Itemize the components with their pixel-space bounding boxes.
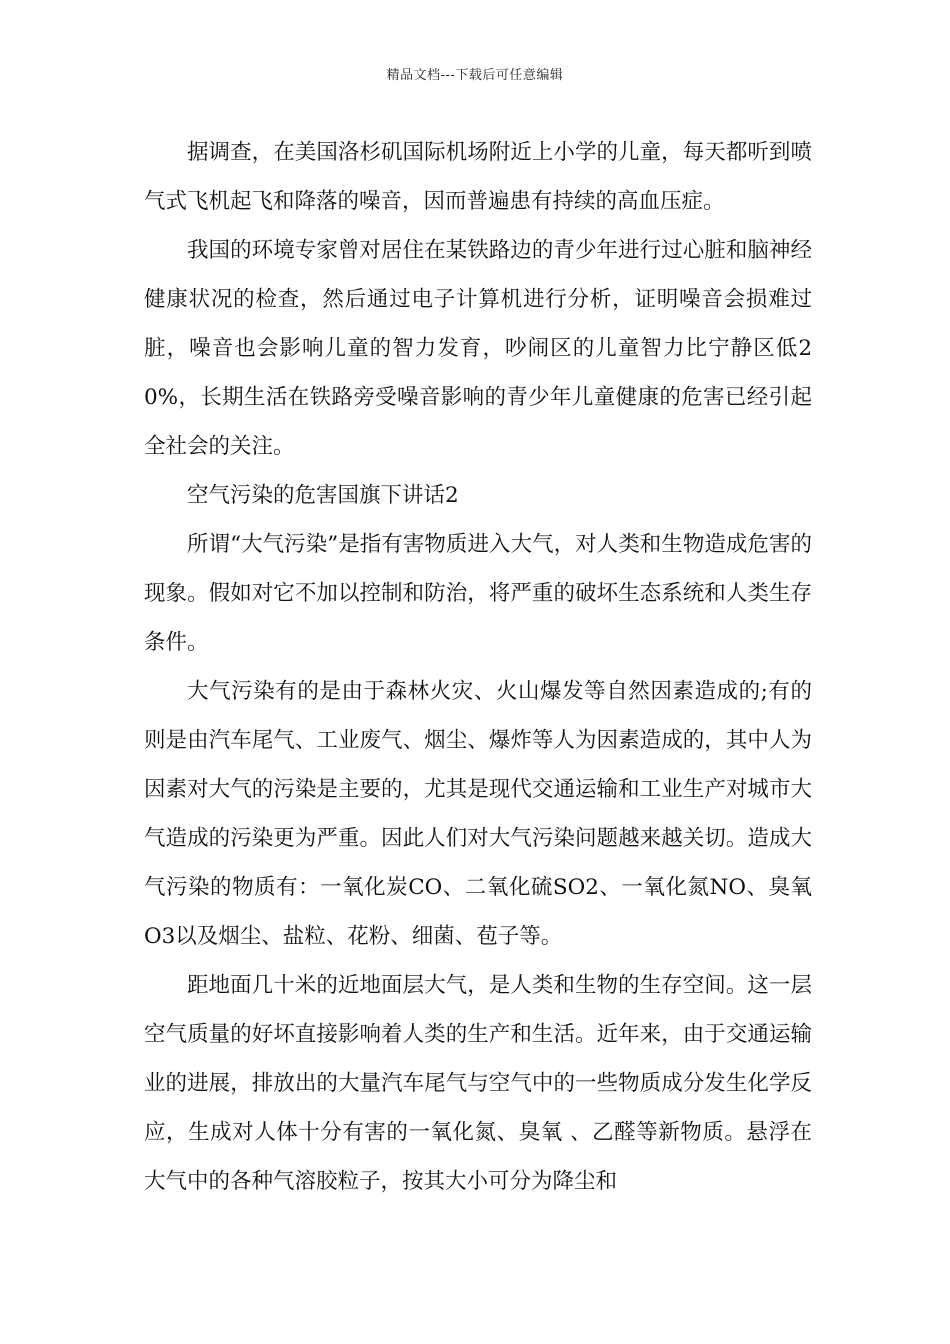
page-header: 精品文档---下载后可任意编辑	[386, 68, 564, 83]
paragraph: 据调查，在美国洛杉矶国际机场附近上小学的儿童，每天都听到喷气式飞机起飞和降落的噪音，因而普遍患有持续的高血压症。	[144, 140, 812, 214]
paragraph: 所谓“大气污染”是指有害物质进入大气，对人类和生物造成危害的现象。假如对它不加以控制和防治，将严重的破坏生态系统和人类生存条件。	[144, 532, 812, 655]
paragraph: 我国的环境专家曾对居住在某铁路边的青少年进行过心脏和脑神经健康状况的检查，然后通过电子计算机进行分析，证明噪音会损难过脏，噪音也会影响儿童的智力发育，吵闹区的儿童智力比宁静区低20%，长期生活在铁路旁受噪音影响的青少年儿童健康的危害已经引起全社会的关注。	[144, 238, 812, 459]
document-body	[144, 128, 812, 1206]
section-heading: 空气污染的危害国旗下讲话2	[187, 483, 459, 508]
paragraph: 大气污染有的是由于森林火灾、火山爆发等自然因素造成的;有的则是由汽车尾气、工业废气、烟尘、爆炸等人为因素造成的，其中人为因素对大气的污染是主要的，尤其是现代交通运输和工业生产对城市大气造成的污染更为严重。因此人们对大气污染问题越来越关切。造成大气污染的物质有：一氧化炭CO、二氧化硫SO2、一氧化氮NO、臭氧O3以及烟尘、盐粒、花粉、细菌、苞子等。	[144, 679, 812, 949]
paragraph: 距地面几十米的近地面层大气，是人类和生物的生存空间。这一层空气质量的好坏直接影响着人类的生产和生活。近年来，由于交通运输业的进展，排放出的大量汽车尾气与空气中的一些物质成分发生化学反应，生成对人体十分有害的一氧化氮、臭氧 、乙醛等新物质。悬浮在大气中的各种气溶胶粒子，按其大小可分为降尘和	[144, 973, 812, 1194]
